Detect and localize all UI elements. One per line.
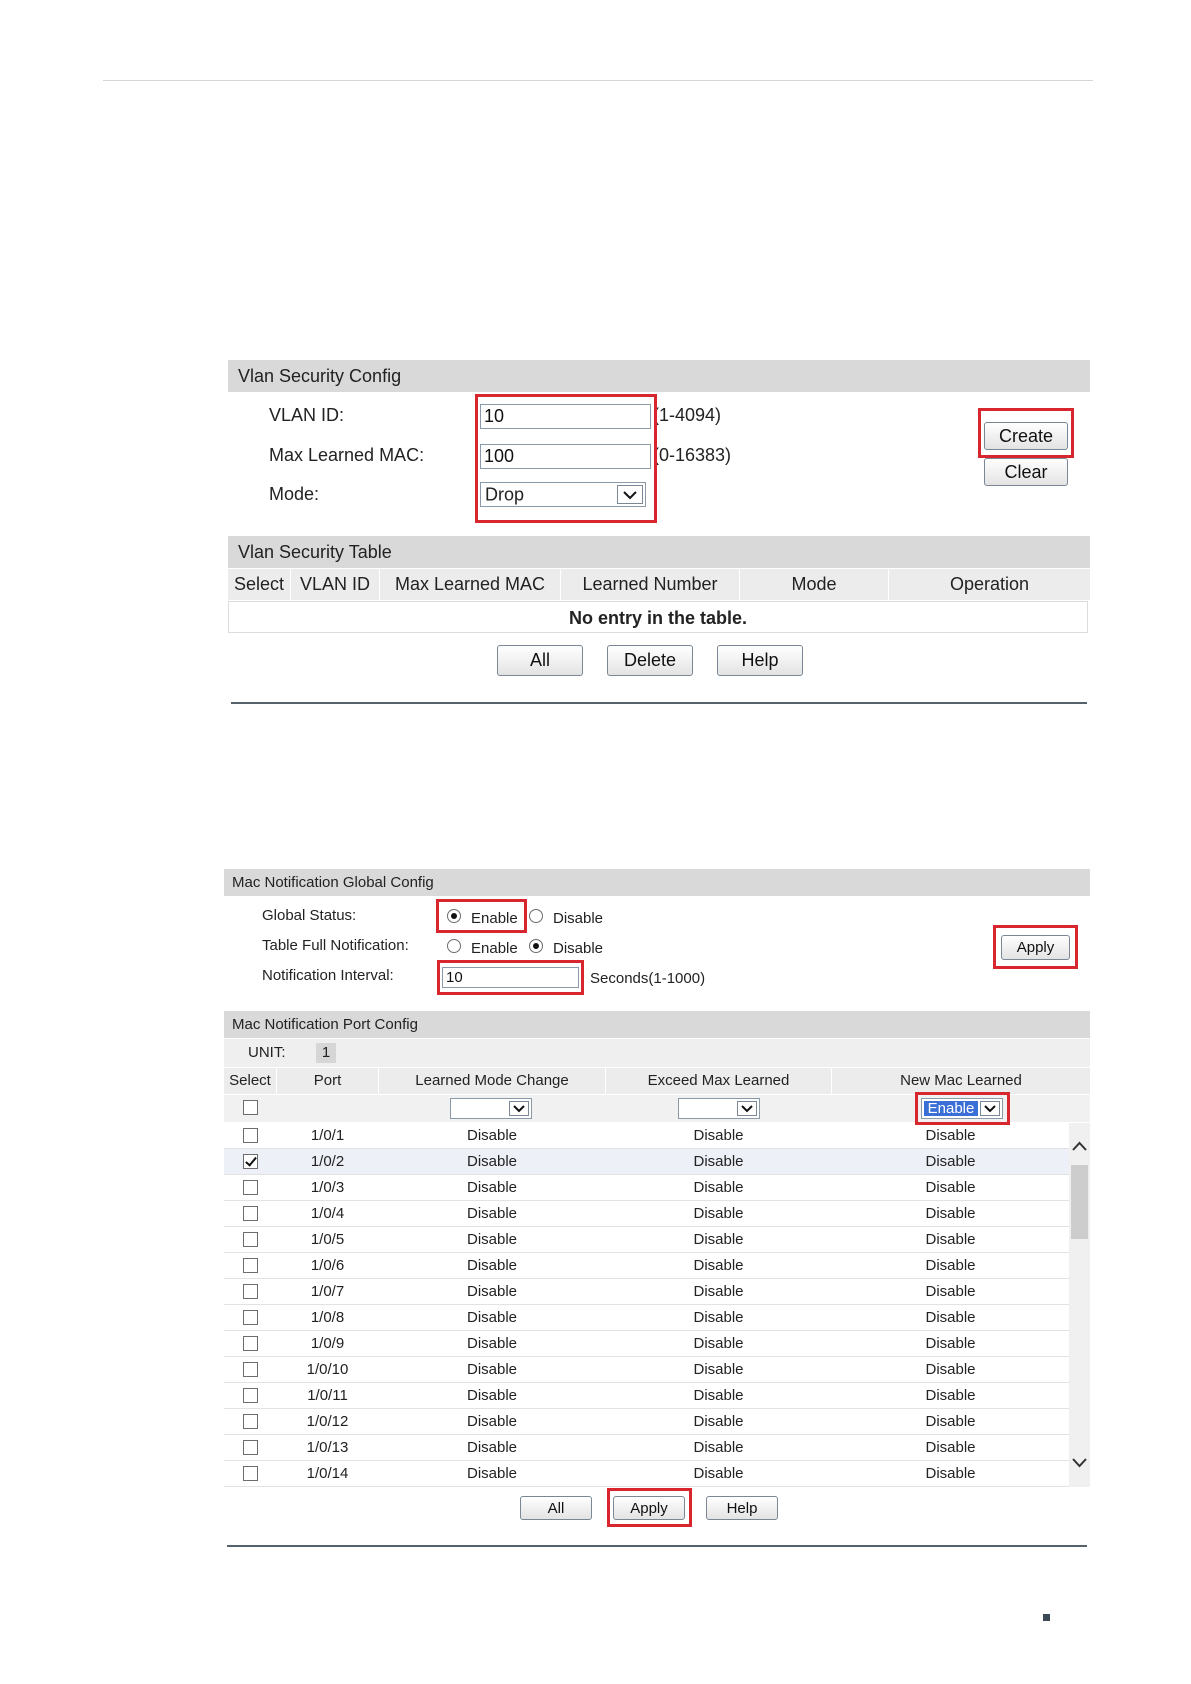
port-cell: 1/0/8	[310, 1309, 345, 1326]
learned-mode-change-cell: Disable	[466, 1335, 518, 1352]
column-header-vlan-id: VLAN ID	[291, 569, 379, 600]
learned-mode-change-cell: Disable	[466, 1231, 518, 1248]
max-learned-mac-input[interactable]	[480, 444, 651, 469]
global-status-enable-radio[interactable]	[447, 909, 461, 923]
learned-mode-change-cell: Disable	[466, 1439, 518, 1456]
new-mac-learned-cell: Disable	[925, 1413, 976, 1430]
column-header-exceed-max-learned: Exceed Max Learned	[606, 1068, 831, 1094]
port-cell: 1/0/1	[310, 1127, 345, 1144]
learned-mode-change-filter-select[interactable]	[450, 1098, 532, 1119]
learned-mode-change-cell: Disable	[466, 1465, 518, 1482]
port-cell: 1/0/14	[306, 1465, 349, 1482]
port-cell: 1/0/6	[310, 1257, 345, 1274]
max-learned-mac-label: Max Learned MAC:	[269, 445, 425, 465]
learned-mode-change-cell: Disable	[466, 1127, 518, 1144]
unit-label: UNIT:	[248, 1044, 286, 1061]
unit-selector[interactable]: 1	[316, 1043, 336, 1063]
learned-mode-change-cell: Disable	[466, 1205, 518, 1222]
exceed-max-learned-cell: Disable	[693, 1413, 744, 1430]
vlan-id-label: VLAN ID:	[269, 405, 345, 425]
unit-bar	[224, 1039, 1090, 1067]
column-header-operation: Operation	[889, 569, 1090, 600]
exceed-max-learned-cell: Disable	[693, 1439, 744, 1456]
port-cell: 1/0/11	[307, 1387, 348, 1404]
mode-select-value: Drop	[485, 484, 525, 504]
exceed-max-learned-cell: Disable	[693, 1335, 744, 1352]
section-divider	[227, 1545, 1087, 1547]
select-all-checkbox[interactable]	[243, 1100, 258, 1115]
chevron-down-icon[interactable]	[617, 485, 643, 504]
column-header-max-learned-mac: Max Learned MAC	[380, 569, 560, 600]
exceed-max-learned-cell: Disable	[693, 1231, 744, 1248]
port-cell: 1/0/12	[306, 1413, 349, 1430]
all-button[interactable]: All	[497, 645, 583, 676]
chevron-up-icon[interactable]	[1072, 1138, 1087, 1156]
new-mac-learned-cell: Disable	[925, 1257, 976, 1274]
global-status-disable-radio[interactable]	[529, 909, 543, 923]
section-divider	[231, 702, 1087, 704]
port-cell: 1/0/5	[310, 1231, 345, 1248]
exceed-max-learned-cell: Disable	[693, 1257, 744, 1274]
table-full-enable-radio[interactable]	[447, 939, 461, 953]
exceed-max-learned-cell: Disable	[693, 1127, 744, 1144]
notification-interval-label: Notification Interval:	[262, 967, 394, 984]
exceed-max-learned-cell: Disable	[693, 1283, 744, 1300]
column-header-select: Select	[224, 1068, 276, 1094]
chevron-down-icon[interactable]	[737, 1101, 757, 1116]
chevron-down-icon[interactable]	[1072, 1455, 1087, 1473]
port-all-button[interactable]: All	[520, 1496, 592, 1520]
scrollbar-thumb[interactable]	[1071, 1165, 1088, 1239]
port-cell: 1/0/2	[310, 1153, 345, 1170]
learned-mode-change-cell: Disable	[466, 1179, 518, 1196]
table-full-disable-radio[interactable]	[529, 939, 543, 953]
global-status-label: Global Status:	[262, 907, 357, 924]
new-mac-learned-cell: Disable	[925, 1439, 976, 1456]
learned-mode-change-cell: Disable	[466, 1361, 518, 1378]
new-mac-learned-cell: Disable	[925, 1361, 976, 1378]
port-table-scrollbar[interactable]	[1069, 1123, 1090, 1487]
port-help-button[interactable]: Help	[706, 1496, 778, 1520]
port-cell: 1/0/3	[310, 1179, 345, 1196]
delete-button[interactable]: Delete	[607, 645, 693, 676]
table-full-disable-label: Disable	[553, 940, 604, 957]
port-cell: 1/0/4	[310, 1205, 345, 1222]
vlan-id-range-hint: (1-4094)	[653, 405, 722, 425]
column-header-select: Select	[228, 569, 290, 600]
page-marker	[1043, 1614, 1050, 1621]
mac-notification-port-header: Mac Notification Port Config	[224, 1011, 1090, 1038]
empty-table-message: No entry in the table.	[228, 601, 1088, 633]
learned-mode-change-cell: Disable	[466, 1153, 518, 1170]
new-mac-learned-cell: Disable	[925, 1283, 976, 1300]
exceed-max-learned-cell: Disable	[693, 1153, 744, 1170]
chevron-down-icon[interactable]	[980, 1101, 1000, 1116]
vlan-id-input[interactable]	[480, 404, 651, 429]
new-mac-learned-cell: Disable	[925, 1205, 976, 1222]
learned-mode-change-cell: Disable	[466, 1283, 518, 1300]
exceed-max-learned-filter-select[interactable]	[678, 1098, 760, 1119]
column-header-port: Port	[277, 1068, 378, 1094]
new-mac-learned-cell: Disable	[925, 1309, 976, 1326]
max-learned-mac-range-hint: (0-16383)	[653, 445, 732, 465]
vlan-security-config-header: Vlan Security Config	[228, 360, 1090, 392]
column-header-learned-mode-change: Learned Mode Change	[379, 1068, 605, 1094]
global-status-disable-label: Disable	[553, 910, 604, 927]
new-mac-learned-filter-select[interactable]	[921, 1098, 1003, 1119]
port-cell: 1/0/7	[310, 1283, 345, 1300]
mode-select[interactable]	[480, 482, 646, 507]
exceed-max-learned-cell: Disable	[693, 1465, 744, 1482]
port-cell: 1/0/10	[306, 1361, 349, 1378]
row-grid-lines	[224, 1123, 1069, 1487]
exceed-max-learned-cell: Disable	[693, 1179, 744, 1196]
global-apply-button[interactable]: Apply	[1001, 935, 1070, 960]
new-mac-learned-cell: Disable	[925, 1153, 976, 1170]
top-divider	[103, 80, 1093, 81]
learned-mode-change-cell: Disable	[466, 1309, 518, 1326]
exceed-max-learned-cell: Disable	[693, 1205, 744, 1222]
new-mac-learned-cell: Disable	[925, 1387, 976, 1404]
mode-label: Mode:	[269, 484, 320, 504]
exceed-max-learned-cell: Disable	[693, 1387, 744, 1404]
exceed-max-learned-cell: Disable	[693, 1309, 744, 1326]
notification-interval-input[interactable]	[442, 967, 579, 988]
table-full-enable-label: Enable	[471, 940, 518, 957]
learned-mode-change-cell: Disable	[466, 1387, 518, 1404]
port-apply-button[interactable]: Apply	[613, 1496, 685, 1520]
help-button[interactable]: Help	[717, 645, 803, 676]
new-mac-learned-cell: Disable	[925, 1179, 976, 1196]
clear-button[interactable]: Clear	[984, 458, 1068, 486]
notification-interval-hint: Seconds(1-1000)	[590, 970, 706, 987]
learned-mode-change-cell: Disable	[466, 1257, 518, 1274]
global-status-enable-label: Enable	[471, 910, 518, 927]
vlan-security-table-header: Vlan Security Table	[228, 536, 1090, 568]
column-header-new-mac-learned: New Mac Learned	[832, 1068, 1090, 1094]
learned-mode-change-cell: Disable	[466, 1413, 518, 1430]
column-header-learned-number: Learned Number	[561, 569, 739, 600]
new-mac-learned-cell: Disable	[925, 1231, 976, 1248]
chevron-down-icon[interactable]	[509, 1101, 529, 1116]
table-full-notification-label: Table Full Notification:	[262, 937, 409, 954]
mac-notification-global-header: Mac Notification Global Config	[224, 869, 1090, 896]
create-button[interactable]: Create	[984, 422, 1068, 450]
column-header-mode: Mode	[740, 569, 888, 600]
port-cell: 1/0/9	[310, 1335, 345, 1352]
exceed-max-learned-cell: Disable	[693, 1361, 744, 1378]
new-mac-learned-cell: Disable	[925, 1465, 976, 1482]
port-cell: 1/0/13	[306, 1439, 349, 1456]
new-mac-learned-cell: Disable	[925, 1335, 976, 1352]
new-mac-learned-filter-value: Enable	[924, 1101, 978, 1116]
new-mac-learned-cell: Disable	[925, 1127, 976, 1144]
